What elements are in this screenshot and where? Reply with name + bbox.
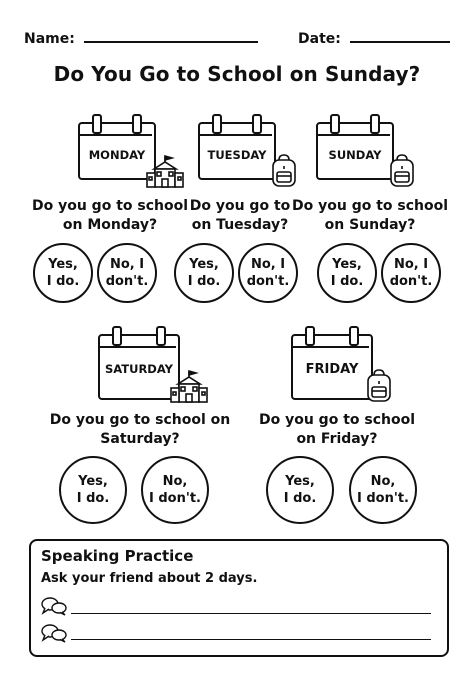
calendar-day-label: TUESDAY (207, 148, 267, 162)
question-friday: Do you go to school on Friday? (258, 412, 416, 447)
question-tuesday: Do you go to on Tuesday? (189, 198, 291, 233)
practice-subtitle: Ask your friend about 2 days. (41, 571, 258, 586)
date-blank[interactable] (350, 27, 450, 43)
backpack-icon (270, 154, 298, 188)
answer-yes-sunday[interactable]: Yes, I do. (317, 243, 377, 303)
calendar-tuesday (198, 114, 276, 176)
answer-line-1[interactable] (71, 613, 431, 614)
calendar-day-label: FRIDAY (305, 362, 359, 377)
answer-no-sunday[interactable]: No, I don't. (381, 243, 441, 303)
calendar-sunday (316, 114, 394, 176)
calendar-day-label: MONDAY (88, 148, 146, 162)
name-field (24, 27, 258, 47)
answer-yes-friday[interactable]: Yes, I do. (266, 456, 334, 524)
page-title: Do You Go to School on Sunday? (53, 62, 421, 86)
calendar-day-label: SATURDAY (104, 362, 173, 376)
school-building-icon (170, 370, 208, 404)
school-building-icon (146, 155, 184, 189)
answer-yes-saturday[interactable]: Yes, I do. (59, 456, 127, 524)
name-label: Name: (24, 31, 75, 47)
speaking-practice-box (29, 539, 449, 657)
answer-line-2[interactable] (71, 639, 431, 640)
question-saturday: Do you go to school on Saturday? (49, 412, 231, 447)
answer-yes-monday[interactable]: Yes, I do. (33, 243, 93, 303)
calendar-day-label: SUNDAY (328, 148, 382, 162)
calendar-monday (78, 114, 156, 176)
speech-bubbles-icon (41, 623, 67, 643)
date-field (298, 27, 450, 47)
speech-bubbles-icon (41, 596, 67, 616)
answer-yes-tuesday[interactable]: Yes, I do. (174, 243, 234, 303)
answer-no-tuesday[interactable]: No, I don't. (238, 243, 298, 303)
calendar-friday (291, 326, 373, 388)
answer-no-monday[interactable]: No, I don't. (97, 243, 157, 303)
backpack-icon (365, 369, 393, 403)
question-sunday: Do you go to school on Sunday? (292, 198, 449, 233)
backpack-icon (388, 154, 416, 188)
date-label: Date: (298, 31, 341, 47)
name-blank[interactable] (84, 27, 258, 43)
answer-no-saturday[interactable]: No, I don't. (141, 456, 209, 524)
answer-no-friday[interactable]: No, I don't. (349, 456, 417, 524)
practice-title: Speaking Practice (41, 547, 194, 565)
question-monday: Do you go to school on Monday? (31, 198, 189, 233)
calendar-saturday (98, 326, 180, 388)
